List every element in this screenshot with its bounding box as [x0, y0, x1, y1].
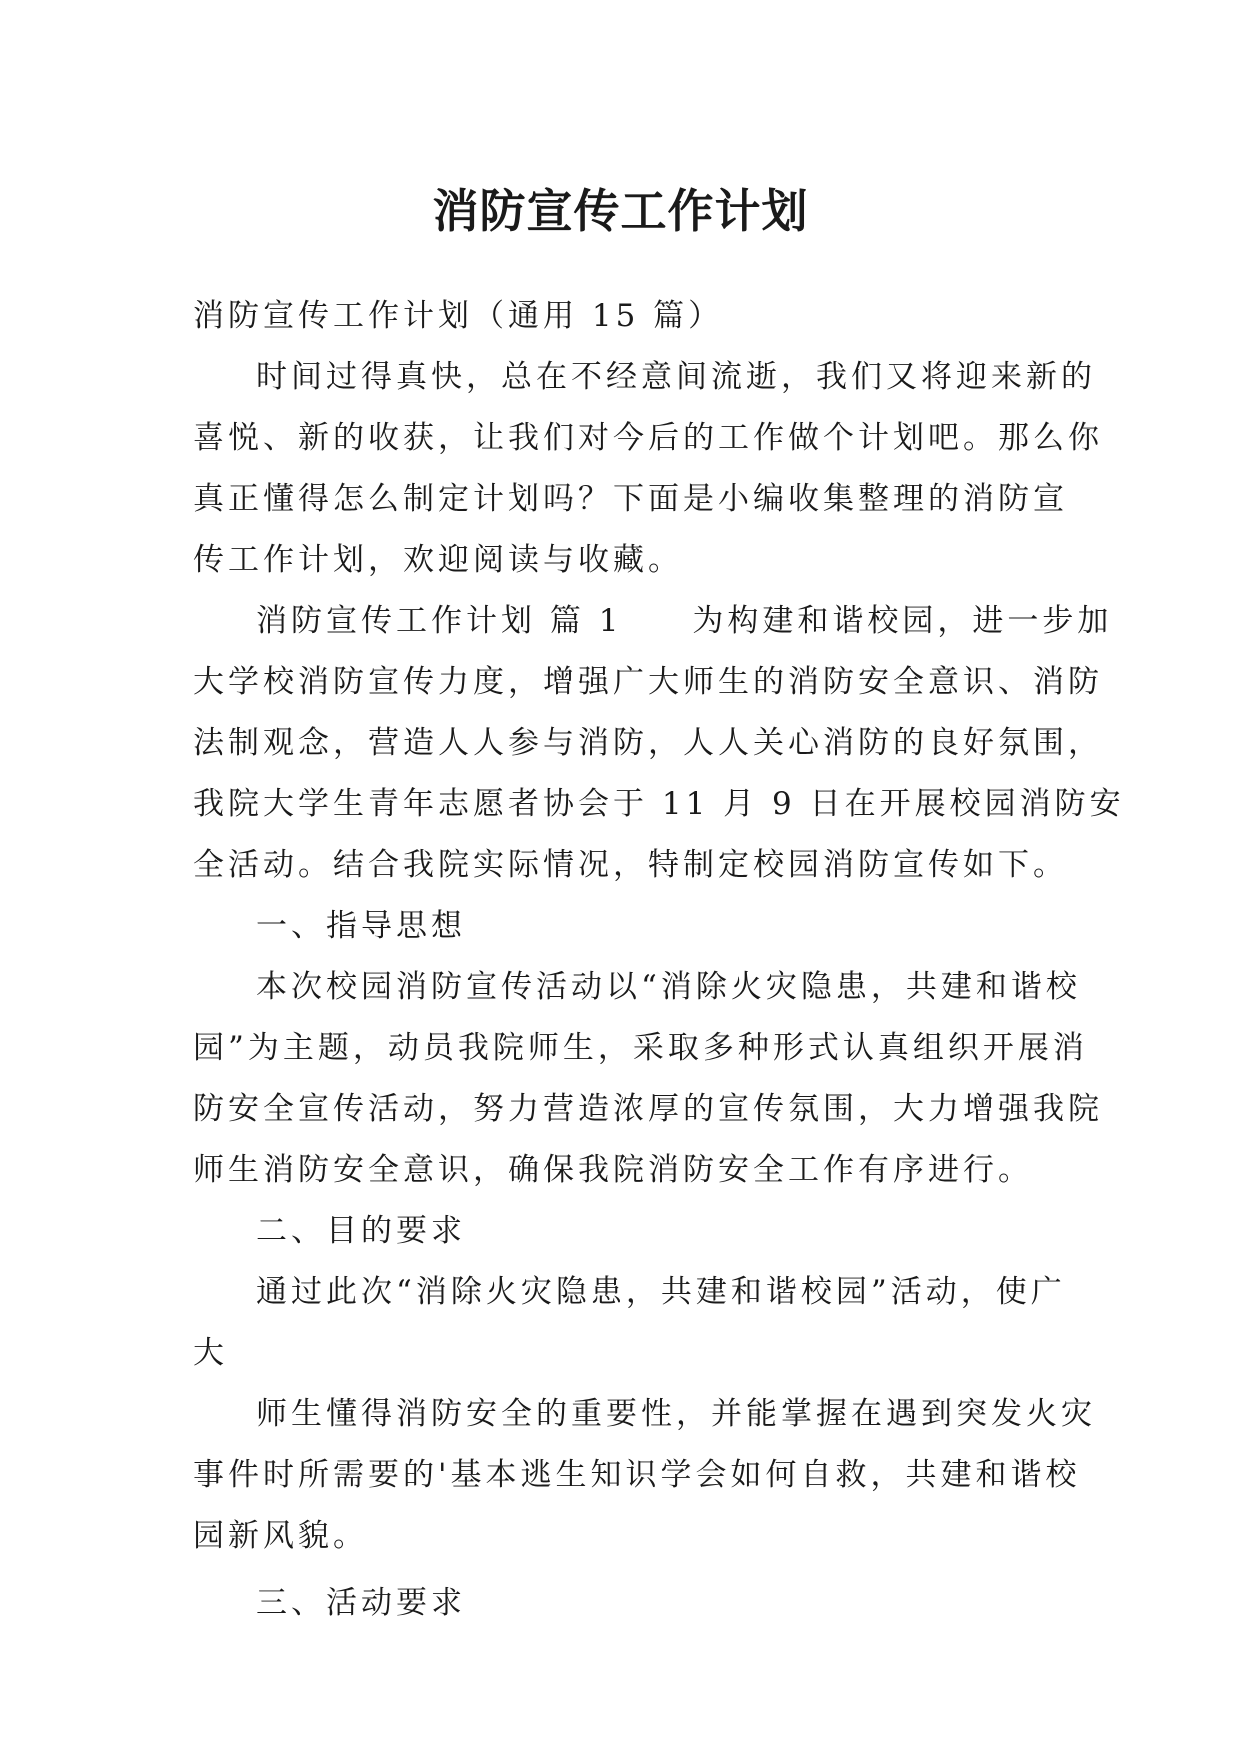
text-line: 大: [193, 1335, 228, 1371]
text-line: 通过此次“消除火灾隐患，共建和谐校园”活动，使广: [256, 1274, 1066, 1310]
text-line: 法制观念，营造人人参与消防，人人关心消防的良好氛围，: [193, 725, 1103, 761]
document-body: [193, 286, 1125, 1634]
text-line: 真正懂得怎么制定计划吗？下面是小编收集整理的消防宣: [193, 481, 1068, 517]
text-line: 本次校园消防宣传活动以“消除火灾隐患，共建和谐校: [256, 969, 1081, 1005]
text-line: 时间过得真快，总在不经意间流逝，我们又将迎来新的: [256, 359, 1096, 395]
text-line: 消防宣传工作计划（通用 15 篇）: [193, 298, 724, 334]
text-line: 事件时所需要的'基本逃生知识学会如何自救，共建和谐校: [193, 1457, 1081, 1493]
text-line: 一、指导思想: [256, 908, 466, 944]
text-line: 传工作计划，欢迎阅读与收藏。: [193, 542, 683, 578]
text-line: 防安全宣传活动，努力营造浓厚的宣传氛围，大力增强我院: [193, 1091, 1103, 1127]
text-line: 大学校消防宣传力度，增强广大师生的消防安全意识、消防: [193, 664, 1103, 700]
text-line: 师生懂得消防安全的重要性，并能掌握在遇到突发火灾: [256, 1396, 1096, 1432]
text-line: 全活动。结合我院实际情况，特制定校园消防宣传如下。: [193, 847, 1068, 883]
text-line: 消防宣传工作计划 篇 1 为构建和谐校园，进一步加: [256, 603, 1113, 639]
text-line: 园新风貌。: [193, 1518, 368, 1554]
text-line: 我院大学生青年志愿者协会于 11 月 9 日在开展校园消防安: [193, 786, 1125, 822]
text-line: 三、活动要求: [256, 1585, 466, 1621]
text-line: 师生消防安全意识，确保我院消防安全工作有序进行。: [193, 1152, 1033, 1188]
document-title: 消防宣传工作计划: [432, 183, 809, 238]
text-line: 园”为主题，动员我院师生，采取多种形式认真组织开展消: [193, 1030, 1088, 1066]
text-line: 喜悦、新的收获，让我们对今后的工作做个计划吧。那么你: [193, 420, 1103, 456]
text-line: 二、目的要求: [256, 1213, 466, 1249]
